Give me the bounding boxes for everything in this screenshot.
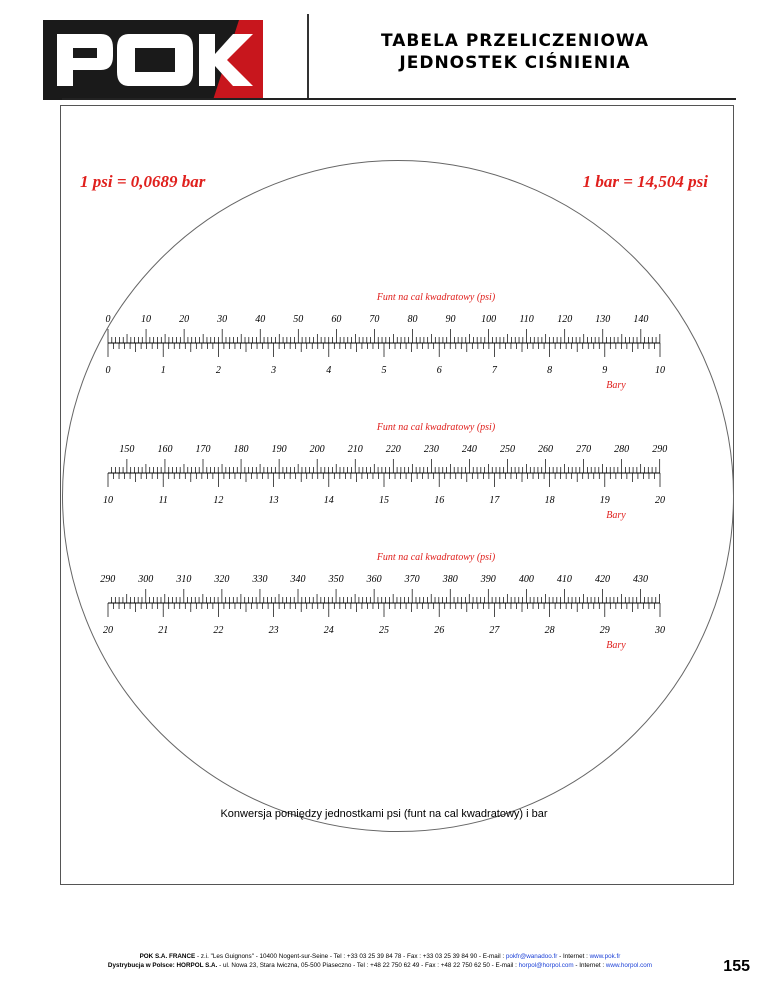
- footer-line-france: [60, 952, 700, 961]
- psi-tick-label: 370: [404, 574, 420, 585]
- footer-company-france: POK S.A. FRANCE: [139, 953, 196, 960]
- bar-tick-label: 26: [434, 625, 445, 636]
- bar-tick-label: 19: [599, 495, 610, 506]
- bar-tick-label: 14: [323, 495, 334, 506]
- psi-tick-label: 30: [217, 314, 228, 325]
- footer-company-poland: Dystrybucja w Polsce: HORPOL S.A.: [107, 962, 218, 969]
- psi-tick-label: 250: [499, 444, 515, 455]
- footer-sep-france: - Internet :: [557, 953, 590, 960]
- psi-tick-label: 190: [271, 444, 287, 455]
- formula-bar-to-psi: 1 bar = 14,504 psi: [582, 172, 708, 191]
- footer-web-poland[interactable]: www.horpol.com: [605, 962, 653, 969]
- psi-tick-label: 420: [594, 574, 610, 585]
- bar-tick-label: 17: [489, 495, 500, 506]
- psi-tick-label: 150: [119, 444, 135, 455]
- psi-tick-label: 100: [481, 314, 497, 325]
- psi-tick-label: 180: [233, 444, 249, 455]
- psi-tick-label: 110: [519, 314, 534, 325]
- bar-tick-label: 8: [547, 365, 553, 376]
- psi-tick-label: 80: [407, 314, 418, 325]
- footer-address-france: - z.i. "Les Guignons" - 10400 Nogent-sur-Seine - Tel : +33 03 25 39 84 78 - Fax : +33 03 25 39 84 90 - E-mail :: [195, 953, 506, 960]
- bar-axis-caption: Bary: [606, 380, 626, 391]
- psi-tick-label: 310: [176, 574, 192, 585]
- bar-tick-label: 21: [158, 625, 169, 636]
- psi-tick-label: 0: [105, 314, 111, 325]
- bar-tick-label: 2: [215, 365, 221, 376]
- footer-address-poland: - ul. Nowa 23, Stara Iwiczna, 05-500 Piaseczno - Tel : +48 22 750 62 49 - Fax : +48 22 750 62 50 - E-mail :: [217, 962, 519, 969]
- psi-tick-label: 360: [366, 574, 382, 585]
- bar-tick-label: 29: [599, 625, 610, 636]
- formula-psi-to-bar: 1 psi = 0,0689 bar: [80, 172, 206, 191]
- bar-tick-label: 27: [489, 625, 500, 636]
- bar-tick-label: 11: [158, 495, 168, 506]
- bar-tick-label: 3: [271, 365, 277, 376]
- psi-tick-label: 70: [369, 314, 380, 325]
- bar-tick-label: 10: [655, 365, 665, 376]
- footer-email-poland[interactable]: horpol@horpol.com: [518, 962, 574, 969]
- psi-tick-label: 20: [179, 314, 190, 325]
- psi-tick-label: 130: [595, 314, 611, 325]
- footer-web-france[interactable]: www.pok.fr: [589, 953, 621, 960]
- bar-tick-label: 18: [544, 495, 555, 506]
- title-line-2: JEDNOSTEK CIŚNIENIA: [399, 53, 631, 73]
- psi-tick-label: 240: [461, 444, 477, 455]
- bar-tick-label: 15: [379, 495, 389, 506]
- footer: [60, 952, 700, 970]
- footer-email-france[interactable]: pokfr@wanadoo.fr: [505, 953, 558, 960]
- psi-tick-label: 340: [290, 574, 306, 585]
- psi-tick-label: 320: [214, 574, 230, 585]
- bar-tick-label: 13: [268, 495, 279, 506]
- psi-tick-label: 380: [442, 574, 458, 585]
- psi-tick-label: 210: [347, 444, 363, 455]
- psi-tick-label: 260: [538, 444, 554, 455]
- footer-sep-poland: - Internet :: [573, 962, 606, 969]
- bar-tick-label: 20: [655, 495, 665, 506]
- psi-tick-label: 300: [138, 574, 154, 585]
- bar-tick-label: 10: [103, 495, 113, 506]
- psi-tick-label: 270: [576, 444, 592, 455]
- bar-tick-label: 16: [434, 495, 445, 506]
- psi-tick-label: 410: [556, 574, 572, 585]
- bar-axis-caption: Bary: [606, 510, 626, 521]
- psi-tick-label: 140: [633, 314, 649, 325]
- psi-tick-label: 60: [331, 314, 342, 325]
- psi-tick-label: 350: [328, 574, 344, 585]
- psi-tick-label: 280: [614, 444, 630, 455]
- bar-tick-label: 6: [436, 365, 442, 376]
- psi-tick-label: 430: [633, 574, 649, 585]
- bar-tick-label: 12: [213, 495, 224, 506]
- bar-tick-label: 1: [160, 365, 166, 376]
- bar-tick-label: 7: [491, 365, 497, 376]
- bar-tick-label: 20: [103, 625, 113, 636]
- psi-tick-label: 200: [309, 444, 325, 455]
- psi-tick-label: 160: [157, 444, 173, 455]
- bar-tick-label: 23: [268, 625, 279, 636]
- psi-tick-label: 400: [518, 574, 534, 585]
- bar-tick-label: 28: [544, 625, 555, 636]
- psi-tick-label: 330: [252, 574, 268, 585]
- psi-tick-label: 220: [385, 444, 401, 455]
- footer-line-poland: [60, 961, 700, 970]
- page-number: 155: [723, 958, 750, 975]
- psi-axis-caption: Funt na cal kwadratowy (psi): [376, 552, 496, 563]
- conversion-caption: Konwersja pomiędzy jednostkami psi (funt na cal kwadratowy) i bar: [220, 808, 548, 820]
- bar-tick-label: 30: [655, 625, 665, 636]
- bar-tick-label: 5: [381, 365, 387, 376]
- psi-axis-caption: Funt na cal kwadratowy (psi): [376, 422, 496, 433]
- bar-tick-label: 24: [323, 625, 334, 636]
- psi-tick-label: 230: [423, 444, 439, 455]
- psi-tick-label: 40: [255, 314, 266, 325]
- psi-tick-label: 120: [557, 314, 573, 325]
- title-line-1: TABELA PRZELICZENIOWA: [380, 31, 650, 51]
- psi-tick-label: 170: [195, 444, 211, 455]
- psi-tick-label: 10: [141, 314, 152, 325]
- psi-tick-label: 90: [445, 314, 456, 325]
- bar-tick-label: 22: [213, 625, 224, 636]
- bar-axis-caption: Bary: [606, 640, 626, 651]
- psi-axis-caption: Funt na cal kwadratowy (psi): [376, 292, 496, 303]
- psi-tick-label: 290: [100, 574, 116, 585]
- bar-tick-label: 0: [105, 365, 111, 376]
- psi-tick-label: 290: [652, 444, 668, 455]
- psi-tick-label: 50: [293, 314, 304, 325]
- psi-tick-label: 390: [480, 574, 496, 585]
- bar-tick-label: 4: [326, 365, 332, 376]
- bar-tick-label: 25: [379, 625, 389, 636]
- bar-tick-label: 9: [602, 365, 608, 376]
